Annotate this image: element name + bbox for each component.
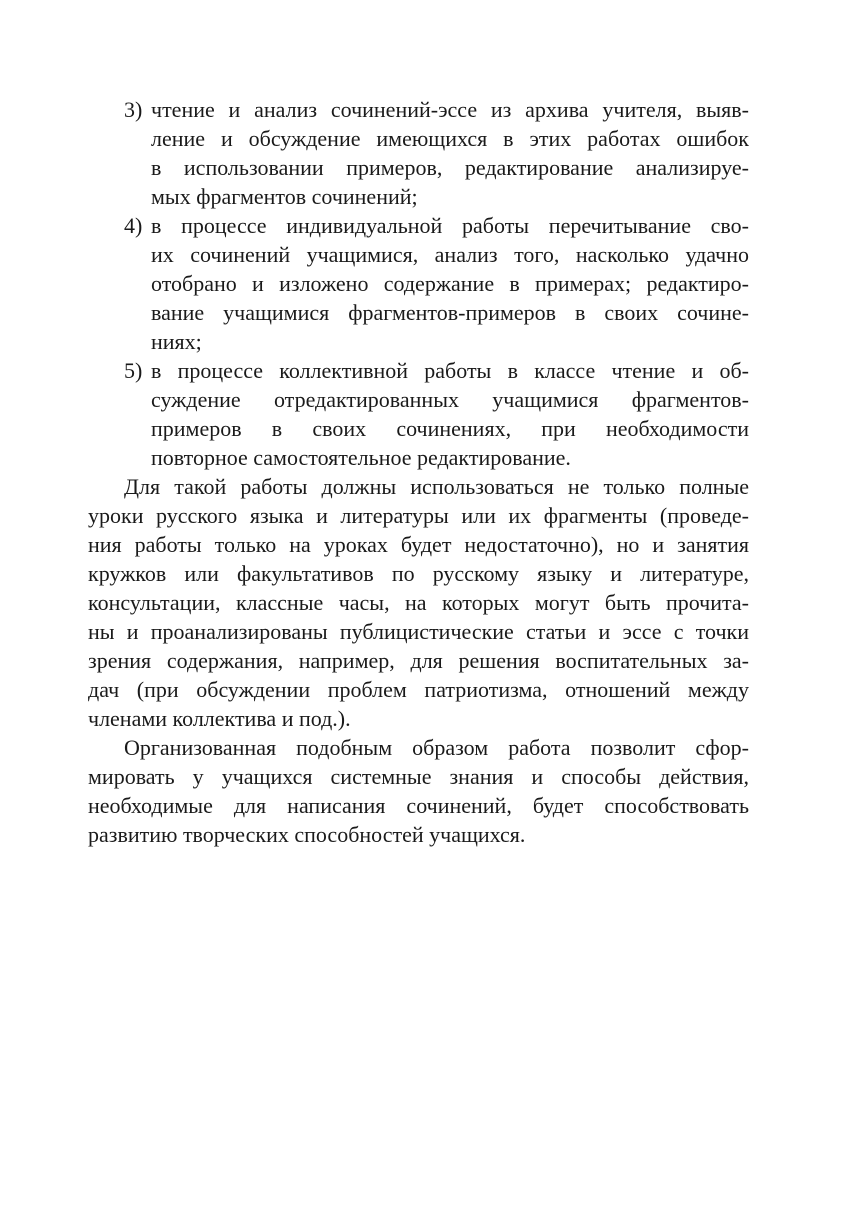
text-line: необходимые для написания сочинений, будет способствовать — [88, 793, 749, 818]
text-line: их сочинений учащимися, анализ того, насколько удачно — [151, 242, 749, 267]
text-line: мых фрагментов сочинений; — [151, 184, 418, 209]
text-line: в процессе коллективной работы в классе чтение и об- — [151, 358, 749, 383]
text-line: членами коллектива и под.). — [88, 706, 351, 731]
paragraph — [88, 733, 749, 849]
text-line: ны и проанализированы публицистические статьи и эссе с точки — [88, 619, 749, 644]
text-line: зрения содержания, например, для решения воспитательных за- — [88, 648, 749, 673]
list-item — [88, 356, 749, 472]
text-line: в процессе индивидуальной работы перечитывание сво- — [151, 213, 749, 238]
text-line: вание учащимися фрагментов-примеров в своих сочине- — [151, 300, 749, 325]
text-line: уроки русского языка и литературы или их фрагменты (проведе- — [88, 503, 749, 528]
paragraph — [88, 472, 749, 733]
text-line: кружков или факультативов по русскому языку и литературе, — [88, 561, 749, 586]
text-line: суждение отредактированных учащимися фрагментов- — [151, 387, 749, 412]
list-item-number: 4) — [124, 213, 143, 238]
text-line: Для такой работы должны использоваться не только полные — [124, 474, 749, 499]
text-line: развитию творческих способностей учащихся. — [88, 822, 526, 847]
text-line: повторное самостоятельное редактирование. — [151, 445, 571, 470]
text-line: мировать у учащихся системные знания и способы действия, — [88, 764, 749, 789]
text-line: консультации, классные часы, на которых могут быть прочита- — [88, 590, 749, 615]
text-line: примеров в своих сочинениях, при необходимости — [151, 416, 749, 441]
list-item-number: 5) — [124, 358, 143, 383]
text-line: отобрано и изложено содержание в примерах; редактиро- — [151, 271, 749, 296]
list-item — [88, 211, 749, 356]
list-item — [88, 95, 749, 211]
list-item-number: 3) — [124, 97, 143, 122]
text-line: дач (при обсуждении проблем патриотизма, отношений между — [88, 677, 749, 702]
text-line: чтение и анализ сочинений-эссе из архива учителя, выяв- — [151, 97, 749, 122]
text-line: ния работы только на уроках будет недостаточно), но и занятия — [88, 532, 749, 557]
text-line: Организованная подобным образом работа позволит сфор- — [124, 735, 749, 760]
numbered-list — [88, 95, 749, 472]
text-line: ление и обсуждение имеющихся в этих работах ошибок — [151, 126, 749, 151]
document-page — [88, 95, 749, 849]
text-line: в использовании примеров, редактирование анализируе- — [151, 155, 749, 180]
text-line: ниях; — [151, 329, 202, 354]
